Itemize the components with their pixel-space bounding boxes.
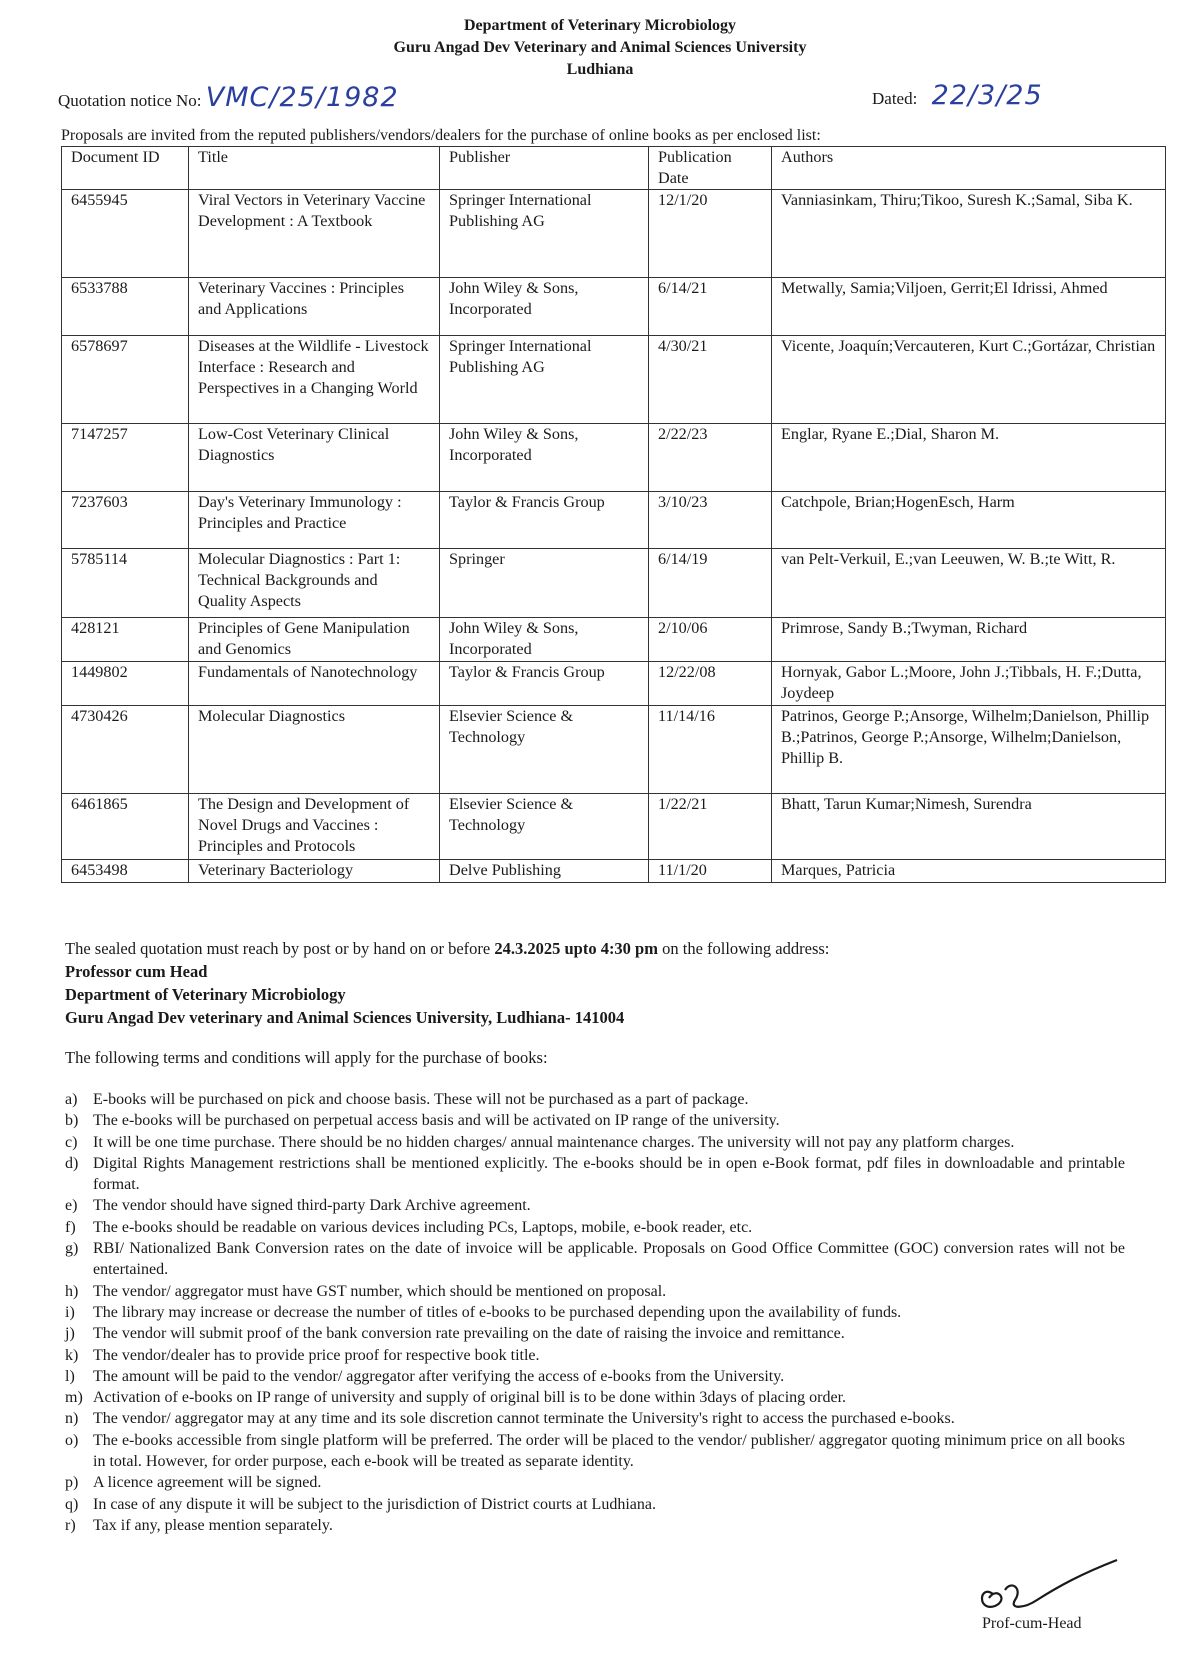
header-title: Title <box>189 147 440 190</box>
cell-title: The Design and Development of Novel Drugs and Vaccines : Principles and Protocols <box>189 794 440 860</box>
cell-document-id: 6533788 <box>62 278 189 336</box>
term-text: The vendor will submit proof of the bank conversion rate prevailing on the date of raising the invoice and remittance. <box>93 1325 845 1343</box>
cell-publisher: John Wiley & Sons, Incorporated <box>440 618 649 662</box>
cell-publisher: Elsevier Science & Technology <box>440 794 649 860</box>
term-key: n) <box>65 1410 79 1428</box>
list-item <box>65 1238 1125 1281</box>
list-item <box>65 1195 1125 1216</box>
header-publication-date: Publication Date <box>649 147 772 190</box>
cell-document-id: 7237603 <box>62 492 189 549</box>
list-item <box>65 1494 1125 1515</box>
cell-publication-date: 1/22/21 <box>649 794 772 860</box>
term-key: m) <box>65 1389 83 1407</box>
list-item <box>65 1345 1125 1366</box>
cell-document-id: 1449802 <box>62 662 189 706</box>
table-row <box>62 549 1166 618</box>
cell-document-id: 7147257 <box>62 424 189 492</box>
list-item <box>65 1153 1125 1196</box>
cell-title: Molecular Diagnostics <box>189 706 440 794</box>
term-text: In case of any dispute it will be subject to the jurisdiction of District courts at Ludhiana. <box>93 1495 656 1513</box>
cell-title: Fundamentals of Nanotechnology <box>189 662 440 706</box>
cell-publisher: Springer International Publishing AG <box>440 336 649 424</box>
list-item <box>65 1132 1125 1153</box>
address-line-1: Professor cum Head <box>65 962 208 981</box>
term-text: Activation of e-books on IP range of university and supply of original bill is to be done within 3days of placing order. <box>93 1389 847 1407</box>
cell-title: Principles of Gene Manipulation and Genomics <box>189 618 440 662</box>
cell-publication-date: 4/30/21 <box>649 336 772 424</box>
cell-document-id: 5785114 <box>62 549 189 618</box>
table-row <box>62 336 1166 424</box>
quotation-number: VMC/25/1982 <box>205 82 399 113</box>
department-heading: Department of Veterinary Microbiology <box>463 17 737 34</box>
term-text: The e-books should be readable on various devices including PCs, Laptops, mobile, e-book reader, etc. <box>93 1218 753 1236</box>
cell-publication-date: 2/10/06 <box>649 618 772 662</box>
term-text: The vendor/dealer has to provide price proof for respective book title. <box>93 1346 540 1364</box>
address-line-3: Guru Angad Dev veterinary and Animal Sciences University, Ludhiana- 141004 <box>65 1008 625 1027</box>
cell-title: Day's Veterinary Immunology : Principles and Practice <box>189 492 440 549</box>
list-item <box>65 1089 1125 1110</box>
term-key: r) <box>65 1516 76 1534</box>
cell-publisher: Taylor & Francis Group <box>440 492 649 549</box>
table-row <box>62 424 1166 492</box>
term-text: E-books will be purchased on pick and choose basis. These will not be purchased as a part of package. <box>93 1091 749 1108</box>
term-text: Digital Rights Management restrictions shall be mentioned explicitly. The e-books should be in open e-Book format, pdf files in downloadable and printable format. <box>93 1154 1125 1194</box>
term-text: It will be one time purchase. There should be no hidden charges/ annual maintenance charges. The university will not pay any platform charges. <box>93 1133 1015 1151</box>
cell-document-id: 428121 <box>62 618 189 662</box>
header-authors: Authors <box>772 147 1166 190</box>
cell-publisher: Elsevier Science & Technology <box>440 706 649 794</box>
cell-document-id: 6453498 <box>62 860 189 883</box>
term-text: The vendor/ aggregator must have GST number, which should be mentioned on proposal. <box>93 1282 667 1300</box>
quotation-notice <box>58 82 399 113</box>
cell-publisher: John Wiley & Sons, Incorporated <box>440 424 649 492</box>
cell-publication-date: 2/22/23 <box>649 424 772 492</box>
cell-authors: Marques, Patricia <box>772 860 1166 883</box>
list-item <box>65 1387 1125 1408</box>
cell-title: Veterinary Bacteriology <box>189 860 440 883</box>
term-text: The e-books will be purchased on perpetual access basis and will be activated on IP range of the university. <box>93 1112 780 1130</box>
cell-publisher: Springer International Publishing AG <box>440 190 649 278</box>
table-header-row <box>62 147 1166 190</box>
cell-authors: Metwally, Samia;Viljoen, Gerrit;El Idrissi, Ahmed <box>772 278 1166 336</box>
cell-publication-date: 6/14/19 <box>649 549 772 618</box>
cell-publisher: John Wiley & Sons, Incorporated <box>440 278 649 336</box>
table-row <box>62 706 1166 794</box>
list-item <box>65 1217 1125 1238</box>
list-item <box>65 1472 1125 1493</box>
terms-intro: The following terms and conditions will apply for the purchase of books: <box>65 1048 548 1067</box>
list-item <box>65 1366 1125 1387</box>
deadline-text-end: on the following address: <box>657 939 830 958</box>
cell-document-id: 6455945 <box>62 190 189 278</box>
signature-label: Prof-cum-Head <box>982 1615 1082 1632</box>
cell-authors: Bhatt, Tarun Kumar;Nimesh, Surendra <box>772 794 1166 860</box>
books-table <box>61 146 1166 883</box>
cell-title: Low-Cost Veterinary Clinical Diagnostics <box>189 424 440 492</box>
list-item <box>65 1515 1125 1536</box>
table-row <box>62 190 1166 278</box>
term-key: f) <box>65 1218 76 1236</box>
table-row <box>62 794 1166 860</box>
university-heading: Guru Angad Dev Veterinary and Animal Sciences University <box>393 39 807 56</box>
cell-authors: Vanniasinkam, Thiru;Tikoo, Suresh K.;Samal, Siba K. <box>772 190 1166 278</box>
quotation-label: Quotation notice No: <box>58 91 202 110</box>
table-row <box>62 662 1166 706</box>
term-key: k) <box>65 1346 79 1364</box>
term-text: The e-books accessible from single platform will be preferred. The order will be placed to the vendor/ publisher/ aggregator quoting minimum price on all books in total. However, for order purpose, each e-book will be treated as separate identity. <box>93 1431 1125 1471</box>
cell-authors: Primrose, Sandy B.;Twyman, Richard <box>772 618 1166 662</box>
term-key: p) <box>65 1474 79 1492</box>
address-line-2: Department of Veterinary Microbiology <box>65 985 346 1004</box>
cell-publication-date: 3/10/23 <box>649 492 772 549</box>
term-key: o) <box>65 1431 79 1449</box>
cell-publisher: Springer <box>440 549 649 618</box>
cell-document-id: 6461865 <box>62 794 189 860</box>
cell-authors: Catchpole, Brian;HogenEsch, Harm <box>772 492 1166 549</box>
cell-title: Molecular Diagnostics : Part 1: Technical Backgrounds and Quality Aspects <box>189 549 440 618</box>
table-row <box>62 618 1166 662</box>
term-key: a) <box>65 1091 78 1108</box>
cell-authors: Englar, Ryane E.;Dial, Sharon M. <box>772 424 1166 492</box>
term-text: RBI/ Nationalized Bank Conversion rates on the date of invoice will be applicable. Proposals on Good Office Committee (GOC) conversion rates will not be entertained. <box>93 1240 1125 1279</box>
dated-label: Dated: <box>872 89 918 108</box>
term-text: The amount will be paid to the vendor/ aggregator after verifying the access of e-books from the University. <box>93 1367 785 1385</box>
cell-document-id: 4730426 <box>62 706 189 794</box>
term-text: The library may increase or decrease the number of titles of e-books to be purchased depending upon the availability of funds. <box>93 1303 902 1321</box>
quotation-date <box>872 80 1043 111</box>
table-row <box>62 278 1166 336</box>
term-key: i) <box>65 1303 75 1321</box>
list-item <box>65 1430 1125 1473</box>
city-heading: Ludhiana <box>566 61 634 78</box>
cell-authors: Patrinos, George P.;Ansorge, Wilhelm;Danielson, Phillip B.;Patrinos, George P.;Ansorge, Wilhelm;Danielson, Phillip B. <box>772 706 1166 794</box>
cell-title: Diseases at the Wildlife - Livestock Interface : Research and Perspectives in a Changing World <box>189 336 440 424</box>
cell-publication-date: 11/1/20 <box>649 860 772 883</box>
list-item <box>65 1323 1125 1344</box>
term-text: The vendor/ aggregator may at any time and its sole discretion cannot terminate the University's right to access the purchased e-books. <box>93 1410 955 1428</box>
term-text: A licence agreement will be signed. <box>93 1474 322 1492</box>
term-key: d) <box>65 1154 79 1172</box>
submission-deadline <box>65 939 829 959</box>
intro-text: Proposals are invited from the reputed publishers/vendors/dealers for the purchase of online books as per enclosed list: <box>61 127 821 144</box>
terms-list <box>65 1089 1125 1536</box>
term-text: Tax if any, please mention separately. <box>93 1516 333 1534</box>
term-key: b) <box>65 1112 79 1130</box>
list-item <box>65 1408 1125 1429</box>
term-text: The vendor should have signed third-party Dark Archive agreement. <box>93 1197 531 1215</box>
term-key: g) <box>65 1240 79 1258</box>
deadline-text-start: The sealed quotation must reach by post or by hand on or before <box>65 939 495 958</box>
cell-publisher: Delve Publishing <box>440 860 649 883</box>
table-row <box>62 860 1166 883</box>
header-document-id: Document ID <box>62 147 189 190</box>
term-key: c) <box>65 1133 78 1151</box>
term-key: h) <box>65 1282 79 1300</box>
term-key: q) <box>65 1495 79 1513</box>
term-key: j) <box>65 1325 75 1343</box>
cell-publication-date: 11/14/16 <box>649 706 772 794</box>
list-item <box>65 1110 1125 1131</box>
deadline-date: 24.3.2025 upto 4:30 pm <box>494 939 658 958</box>
cell-publication-date: 6/14/21 <box>649 278 772 336</box>
cell-publication-date: 12/1/20 <box>649 190 772 278</box>
term-key: l) <box>65 1367 75 1385</box>
header-publisher: Publisher <box>440 147 649 190</box>
cell-title: Veterinary Vaccines : Principles and Applications <box>189 278 440 336</box>
cell-publication-date: 12/22/08 <box>649 662 772 706</box>
cell-document-id: 6578697 <box>62 336 189 424</box>
list-item <box>65 1302 1125 1323</box>
dated-value: 22/3/25 <box>931 80 1043 111</box>
table-row <box>62 492 1166 549</box>
list-item <box>65 1281 1125 1302</box>
cell-authors: Hornyak, Gabor L.;Moore, John J.;Tibbals, H. F.;Dutta, Joydeep <box>772 662 1166 706</box>
term-key: e) <box>65 1197 78 1215</box>
cell-publisher: Taylor & Francis Group <box>440 662 649 706</box>
cell-authors: Vicente, Joaquín;Vercauteren, Kurt C.;Gortázar, Christian <box>772 336 1166 424</box>
cell-title: Viral Vectors in Veterinary Vaccine Development : A Textbook <box>189 190 440 278</box>
cell-authors: van Pelt-Verkuil, E.;van Leeuwen, W. B.;te Witt, R. <box>772 549 1166 618</box>
